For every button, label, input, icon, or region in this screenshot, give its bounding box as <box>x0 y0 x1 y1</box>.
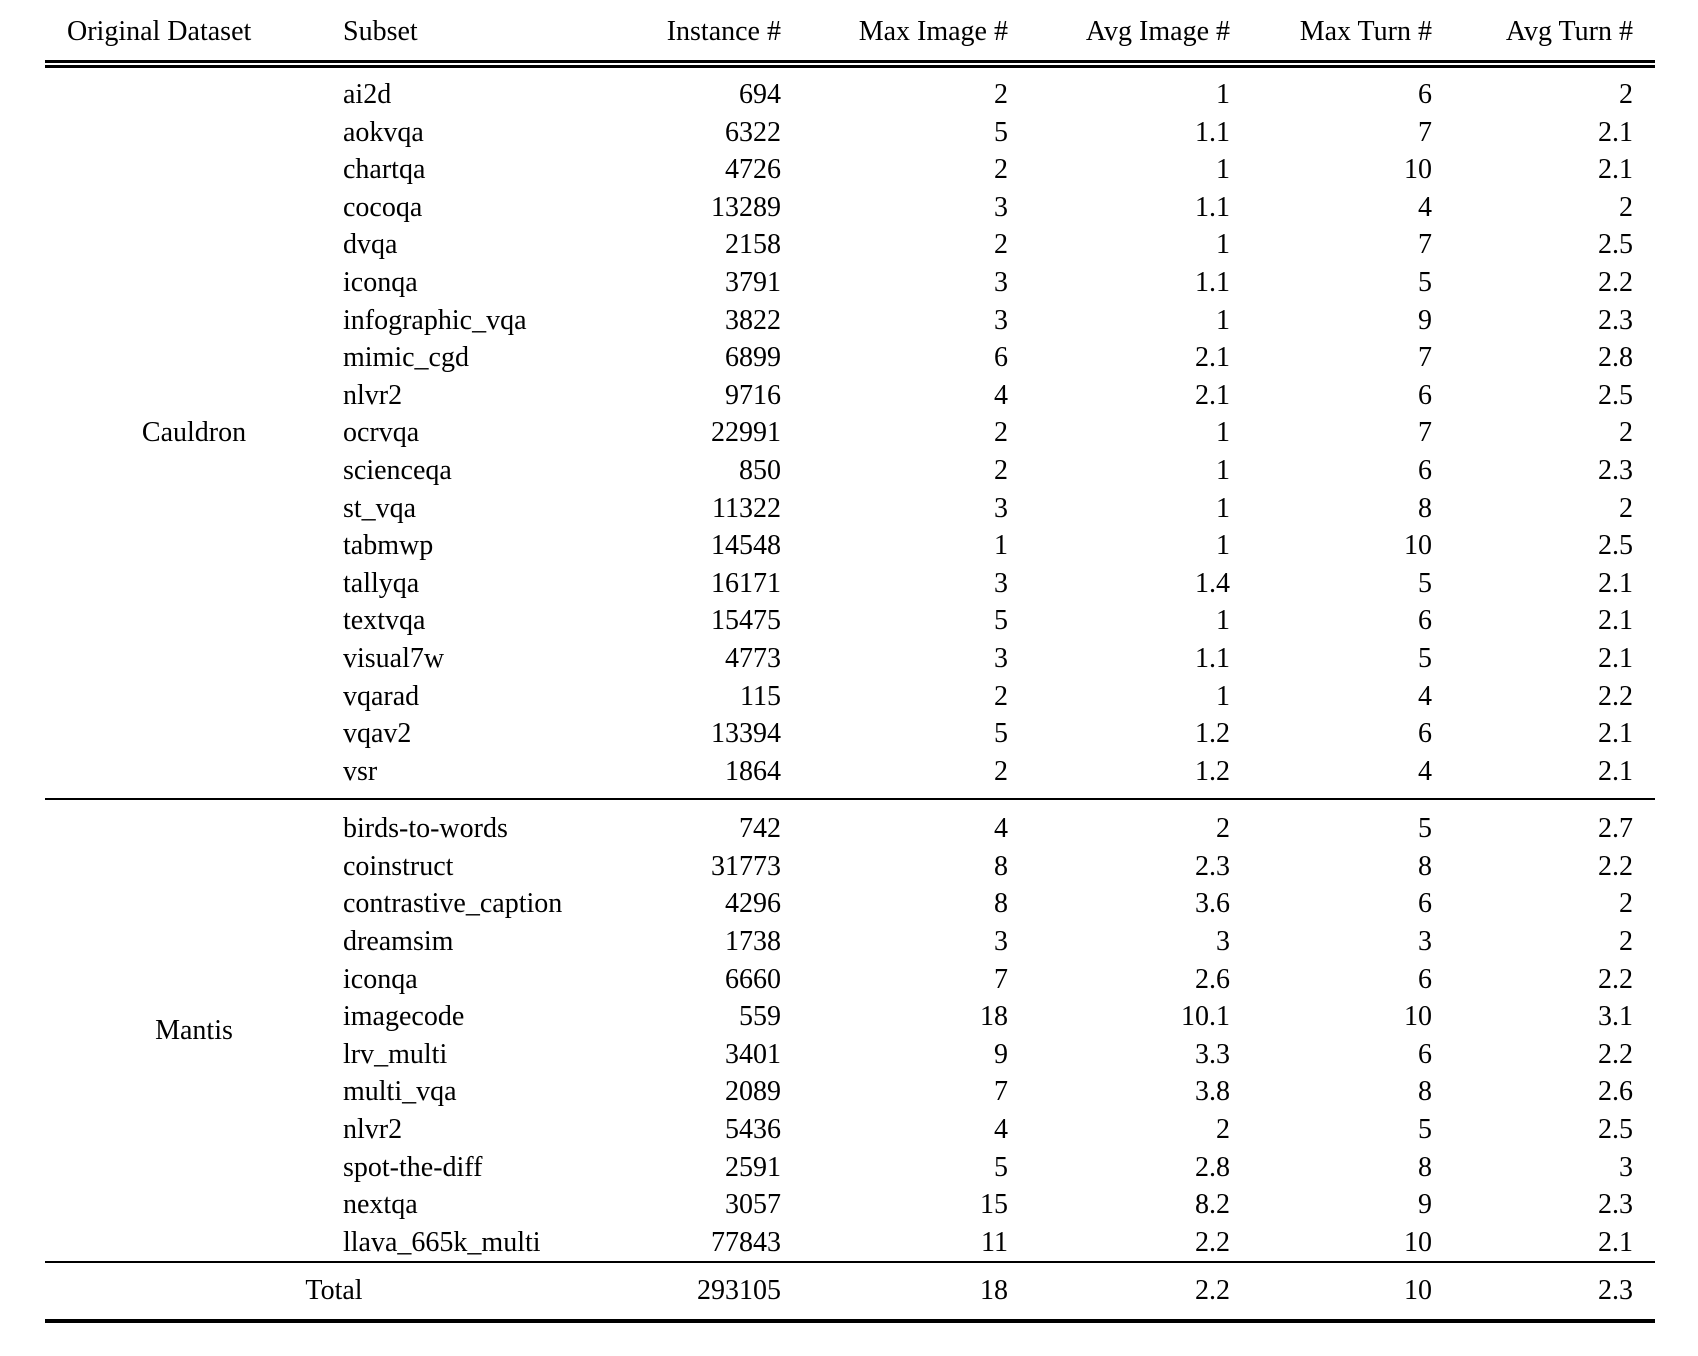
col-header-subset: Subset <box>343 4 623 64</box>
max-image-count: 5 <box>994 1151 1008 1183</box>
subset-name: iconqa <box>343 266 418 298</box>
subset-name: infographic_vqa <box>343 304 527 336</box>
instance-count: 9716 <box>725 379 781 411</box>
col-header-avg-image-count: Avg Image # <box>1008 4 1230 64</box>
max-turn-count: 6 <box>1418 79 1432 110</box>
max-image-count: 2 <box>994 755 1008 787</box>
instance-count: 31773 <box>711 850 781 882</box>
instance-count: 77843 <box>711 1226 781 1258</box>
subset-name: birds-to-words <box>343 799 623 848</box>
instance-count: 6660 <box>725 963 781 995</box>
table-row <box>45 799 1655 848</box>
avg-turn-count: 2.1 <box>1598 642 1633 674</box>
subset-name: iconqa <box>343 963 418 995</box>
total-max-image-count: 18 <box>781 1262 1008 1321</box>
max-image-count: 3 <box>994 266 1008 298</box>
avg-image-count: 10.1 <box>1181 1001 1230 1033</box>
max-turn-count: 5 <box>1230 799 1432 848</box>
avg-image-count: 1.1 <box>1195 642 1230 674</box>
max-image-count: 3 <box>994 642 1008 674</box>
avg-image-count: 3.8 <box>1195 1076 1230 1108</box>
avg-turn-count: 2 <box>1619 191 1633 223</box>
subset-name: st_vqa <box>343 492 417 524</box>
total-max-turn-count: 10 <box>1230 1262 1432 1321</box>
subset-name: multi_vqa <box>343 1076 457 1108</box>
subset-name: vsr <box>343 755 378 787</box>
col-header-original-dataset: Original Dataset <box>45 4 343 64</box>
instance-count: 14548 <box>711 530 781 562</box>
max-image-count: 4 <box>994 1114 1008 1146</box>
instance-count: 2591 <box>725 1151 781 1183</box>
avg-turn-count: 2 <box>1619 79 1633 110</box>
max-image-count: 5 <box>994 116 1008 148</box>
subset-name: contrastive_caption <box>343 888 563 920</box>
max-turn-count: 7 <box>1418 229 1432 261</box>
avg-turn-count: 2.3 <box>1598 1189 1633 1221</box>
header-row <box>45 4 1655 64</box>
subset-name: nlvr2 <box>343 379 403 411</box>
avg-turn-count: 2.2 <box>1598 1038 1633 1070</box>
dataset-group-label: Cauldron <box>141 417 247 449</box>
max-turn-count: 6 <box>1418 963 1432 995</box>
instance-count: 4296 <box>725 888 781 920</box>
max-turn-count: 3 <box>1418 926 1432 958</box>
avg-image-count: 2.1 <box>1195 379 1230 411</box>
instance-count: 11322 <box>712 492 781 524</box>
avg-turn-count: 2.1 <box>1598 605 1633 637</box>
max-image-count: 3 <box>994 191 1008 223</box>
avg-turn-count: 2.5 <box>1598 229 1633 261</box>
avg-image-count: 1 <box>1216 680 1230 712</box>
instance-count: 4773 <box>725 642 781 674</box>
avg-turn-count: 2.1 <box>1598 154 1633 186</box>
avg-turn-count: 2.6 <box>1598 1076 1633 1108</box>
subset-name: ocrvqa <box>343 417 420 449</box>
max-turn-count: 8 <box>1418 492 1432 524</box>
max-turn-count: 8 <box>1418 1151 1432 1183</box>
max-image-count: 2 <box>994 454 1008 486</box>
max-image-count: 3 <box>994 492 1008 524</box>
avg-image-count: 2.3 <box>1195 850 1230 882</box>
subset-name: spot-the-diff <box>343 1151 483 1183</box>
avg-image-count: 2 <box>1008 799 1230 848</box>
avg-image-count: 1 <box>1216 605 1230 637</box>
max-image-count: 2 <box>994 680 1008 712</box>
avg-image-count: 1 <box>1216 229 1230 261</box>
instance-count: 16171 <box>711 567 781 599</box>
instance-count: 22991 <box>711 417 781 449</box>
avg-turn-count: 2.3 <box>1598 454 1633 486</box>
max-turn-count: 10 <box>1404 154 1432 186</box>
avg-turn-count: 2 <box>1619 888 1633 920</box>
subset-name: aokvqa <box>343 116 424 148</box>
subset-name: mimic_cgd <box>343 342 469 374</box>
avg-image-count: 2.2 <box>1195 1226 1230 1258</box>
avg-turn-count: 2.2 <box>1598 850 1633 882</box>
avg-image-count: 1 <box>1216 304 1230 336</box>
instance-count: 2158 <box>725 229 781 261</box>
col-header-max-turn-count: Max Turn # <box>1230 4 1432 64</box>
max-turn-count: 10 <box>1404 530 1432 562</box>
max-turn-count: 4 <box>1418 755 1432 787</box>
avg-image-count: 1 <box>1216 79 1230 110</box>
dataset-statistics-table <box>45 4 1655 1323</box>
avg-turn-count: 2.2 <box>1598 680 1633 712</box>
instance-count: 3057 <box>725 1189 781 1221</box>
col-header-instance-count: Instance # <box>623 4 781 64</box>
max-turn-count: 6 <box>1418 605 1432 637</box>
max-turn-count: 7 <box>1418 342 1432 374</box>
avg-image-count: 2.8 <box>1195 1151 1230 1183</box>
instance-count: 850 <box>739 454 781 486</box>
max-turn-count: 4 <box>1418 191 1432 223</box>
instance-count: 3791 <box>725 266 781 298</box>
max-image-count: 5 <box>994 605 1008 637</box>
col-header-avg-turn-count: Avg Turn # <box>1432 4 1655 64</box>
avg-turn-count: 2.7 <box>1432 799 1655 848</box>
instance-count: 6899 <box>725 342 781 374</box>
max-turn-count: 6 <box>1418 718 1432 750</box>
avg-turn-count: 2.2 <box>1598 266 1633 298</box>
max-turn-count: 9 <box>1418 1189 1432 1221</box>
max-turn-count: 5 <box>1418 1114 1432 1146</box>
total-label: Total <box>45 1262 623 1321</box>
total-instance-count: 293105 <box>623 1262 781 1321</box>
instance-count: 742 <box>623 799 781 848</box>
avg-image-count: 1 <box>1216 417 1230 449</box>
max-image-count: 7 <box>994 1076 1008 1108</box>
max-turn-count: 5 <box>1418 567 1432 599</box>
avg-image-count: 2.1 <box>1195 342 1230 374</box>
max-turn-count: 7 <box>1418 417 1432 449</box>
max-image-count: 8 <box>994 888 1008 920</box>
max-turn-count: 6 <box>1418 888 1432 920</box>
avg-turn-count: 3.1 <box>1598 1001 1633 1033</box>
max-turn-count: 6 <box>1418 379 1432 411</box>
max-image-count: 7 <box>994 963 1008 995</box>
max-turn-count: 10 <box>1404 1001 1432 1033</box>
max-image-count: 4 <box>781 799 1008 848</box>
subset-name: nlvr2 <box>343 1114 403 1146</box>
avg-turn-count: 2.1 <box>1598 718 1633 750</box>
subset-name: imagecode <box>343 1001 465 1033</box>
instance-count: 115 <box>740 680 781 712</box>
avg-image-count: 3.3 <box>1195 1038 1230 1070</box>
max-image-count: 4 <box>994 379 1008 411</box>
avg-turn-count: 2.5 <box>1598 379 1633 411</box>
avg-image-count: 2 <box>1216 1114 1230 1146</box>
max-turn-count: 6 <box>1418 1038 1432 1070</box>
avg-image-count: 1 <box>1216 454 1230 486</box>
avg-turn-count: 2.2 <box>1598 963 1633 995</box>
avg-turn-count: 2.1 <box>1598 755 1633 787</box>
avg-image-count: 1 <box>1216 154 1230 186</box>
instance-count: 1864 <box>725 755 781 787</box>
max-image-count: 5 <box>994 718 1008 750</box>
subset-name: nextqa <box>343 1189 418 1221</box>
max-image-count: 9 <box>994 1038 1008 1070</box>
subset-name: dvqa <box>343 229 398 261</box>
max-image-count: 8 <box>994 850 1008 882</box>
max-image-count: 15 <box>980 1189 1008 1221</box>
instance-count: 559 <box>739 1001 781 1033</box>
max-turn-count: 10 <box>1404 1226 1432 1258</box>
avg-image-count: 1.4 <box>1195 567 1230 599</box>
max-image-count: 2 <box>994 229 1008 261</box>
subset-name: llava_665k_multi <box>343 1226 541 1258</box>
subset-name: ai2d <box>343 79 392 110</box>
max-turn-count: 5 <box>1418 266 1432 298</box>
avg-image-count: 1 <box>1216 530 1230 562</box>
total-avg-image-count: 2.2 <box>1008 1262 1230 1321</box>
avg-turn-count: 2 <box>1619 492 1633 524</box>
subset-name: chartqa <box>343 154 426 186</box>
subset-name: lrv_multi <box>343 1038 448 1070</box>
max-turn-count: 6 <box>1418 454 1432 486</box>
max-turn-count: 7 <box>1418 116 1432 148</box>
avg-image-count: 2.6 <box>1195 963 1230 995</box>
avg-image-count: 8.2 <box>1195 1189 1230 1221</box>
subset-name: vqav2 <box>343 718 412 750</box>
max-turn-count: 9 <box>1418 304 1432 336</box>
instance-count: 4726 <box>725 154 781 186</box>
subset-name: tallyqa <box>343 567 420 599</box>
avg-turn-count: 2 <box>1619 417 1633 449</box>
max-image-count: 3 <box>994 567 1008 599</box>
total-row <box>45 1262 1655 1321</box>
instance-count: 3401 <box>725 1038 781 1070</box>
instance-count: 6322 <box>725 116 781 148</box>
subset-name: cocoqa <box>343 191 423 223</box>
avg-turn-count: 3 <box>1619 1151 1633 1183</box>
subset-name: scienceqa <box>343 454 452 486</box>
dataset-group-label: Mantis <box>45 799 343 1262</box>
avg-image-count: 1.2 <box>1195 718 1230 750</box>
avg-turn-count: 2.1 <box>1598 1226 1633 1258</box>
subset-name: textvqa <box>343 605 426 637</box>
avg-turn-count: 2.8 <box>1598 342 1633 374</box>
max-turn-count: 5 <box>1418 642 1432 674</box>
avg-image-count: 1 <box>1216 492 1230 524</box>
avg-turn-count: 2.5 <box>1598 1114 1633 1146</box>
avg-turn-count: 2.3 <box>1598 304 1633 336</box>
avg-turn-count: 2.1 <box>1598 567 1633 599</box>
avg-image-count: 3 <box>1216 926 1230 958</box>
avg-image-count: 1.2 <box>1195 755 1230 787</box>
instance-count: 3822 <box>725 304 781 336</box>
instance-count: 13289 <box>711 191 781 223</box>
max-turn-count: 4 <box>1418 680 1432 712</box>
instance-count: 13394 <box>711 718 781 750</box>
max-turn-count: 8 <box>1418 1076 1432 1108</box>
avg-image-count: 1.1 <box>1195 116 1230 148</box>
subset-name: visual7w <box>343 642 445 674</box>
max-image-count: 2 <box>994 417 1008 449</box>
avg-image-count: 3.6 <box>1195 888 1230 920</box>
max-image-count: 11 <box>981 1226 1008 1258</box>
avg-image-count: 1.1 <box>1195 266 1230 298</box>
max-image-count: 2 <box>994 79 1008 110</box>
avg-turn-count: 2.5 <box>1598 530 1633 562</box>
max-image-count: 1 <box>994 530 1008 562</box>
avg-turn-count: 2.1 <box>1598 116 1633 148</box>
col-header-max-image-count: Max Image # <box>781 4 1008 64</box>
instance-count: 15475 <box>711 605 781 637</box>
max-image-count: 3 <box>994 926 1008 958</box>
max-image-count: 18 <box>980 1001 1008 1033</box>
avg-turn-count: 2 <box>1619 926 1633 958</box>
subset-name: tabmwp <box>343 530 434 562</box>
max-turn-count: 8 <box>1418 850 1432 882</box>
instance-count: 2089 <box>725 1076 781 1108</box>
subset-name: vqarad <box>343 680 420 712</box>
max-image-count: 3 <box>994 304 1008 336</box>
instance-count: 694 <box>739 79 781 110</box>
instance-count: 5436 <box>725 1114 781 1146</box>
max-image-count: 2 <box>994 154 1008 186</box>
subset-name: coinstruct <box>343 850 454 882</box>
total-avg-turn-count: 2.3 <box>1432 1262 1655 1321</box>
subset-name: dreamsim <box>343 926 454 958</box>
table-row <box>45 64 1655 114</box>
max-image-count: 6 <box>994 342 1008 374</box>
instance-count: 1738 <box>725 926 781 958</box>
avg-image-count: 1.1 <box>1195 191 1230 223</box>
